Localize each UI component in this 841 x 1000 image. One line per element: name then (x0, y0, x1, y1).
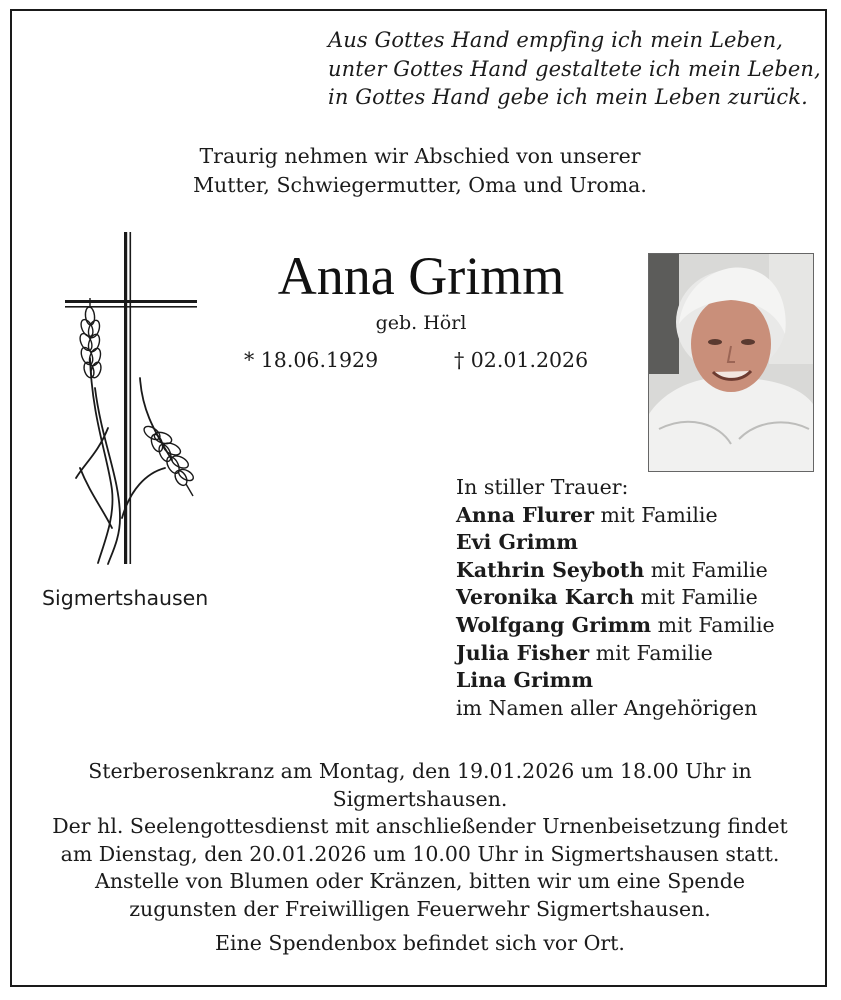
intro-text (100, 142, 740, 200)
mourner-entry (456, 529, 826, 557)
details-line: am Dienstag, den 20.01.2026 um 10.00 Uhr in Sigmertshausen statt. (60, 841, 780, 866)
birth-date: * 18.06.1929 (244, 348, 379, 372)
portrait-photo (648, 253, 814, 472)
mourner-suffix: mit Familie (634, 585, 758, 610)
verse-line: in Gottes Hand gebe ich mein Leben zurück. (328, 85, 808, 109)
cross-with-wheat-icon (60, 228, 205, 573)
mourners-heading: In stiller Trauer: (456, 475, 629, 499)
mourner-entry (456, 502, 826, 530)
mourner-suffix: mit Familie (594, 502, 718, 527)
verse-line: unter Gottes Hand gestaltete ich mein Leben, (328, 56, 821, 81)
details-line: Sterberosenkranz am Montag, den 19.01.2026 um 18.00 Uhr in (88, 759, 752, 783)
mourner-suffix: mit Familie (589, 640, 713, 665)
mourner-suffix: mit Familie (651, 612, 775, 637)
verse (328, 26, 828, 112)
mourner-name: Anna Flurer (456, 502, 595, 527)
mourner-entry (456, 667, 826, 695)
mourner-name: Veronika Karch (456, 585, 635, 610)
mourner-name: Lina Grimm (456, 668, 594, 693)
mourner-name: Kathrin Seyboth (456, 557, 645, 582)
details-line: Eine Spendenbox befindet sich vor Ort. (215, 930, 625, 955)
mourner-entry (456, 557, 826, 585)
mourner-suffix: mit Familie (644, 557, 768, 582)
mourner-entry (456, 612, 826, 640)
verse-line: Aus Gottes Hand empfing ich mein Leben, (328, 28, 783, 52)
intro-line: Traurig nehmen wir Abschied von unserer (199, 144, 641, 168)
intro-line: Mutter, Schwiegermutter, Oma und Uroma. (193, 173, 647, 197)
mourner-entry (456, 640, 826, 668)
mourners-closing: im Namen aller Angehörigen (456, 695, 758, 720)
mourner-entry (456, 584, 826, 612)
mourners-list (456, 474, 826, 722)
details-line: zugunsten der Freiwilligen Feuerwehr Sigmertshausen. (129, 896, 711, 921)
maiden-name: geb. Hörl (375, 312, 467, 334)
details-line: Sigmertshausen. (332, 786, 508, 811)
place-name: Sigmertshausen (42, 586, 209, 610)
mourner-name: Wolfgang Grimm (456, 612, 652, 637)
death-date: † 02.01.2026 (454, 348, 589, 372)
details-line: Anstelle von Blumen oder Kränzen, bitten wir um eine Spende (95, 869, 745, 894)
details-line: Der hl. Seelengottesdienst mit anschließender Urnenbeisetzung findet (52, 814, 788, 839)
deceased-name: Anna Grimm (277, 246, 565, 306)
mourner-name: Julia Fisher (456, 640, 590, 665)
service-details (20, 758, 820, 957)
mourner-name: Evi Grimm (456, 530, 578, 555)
